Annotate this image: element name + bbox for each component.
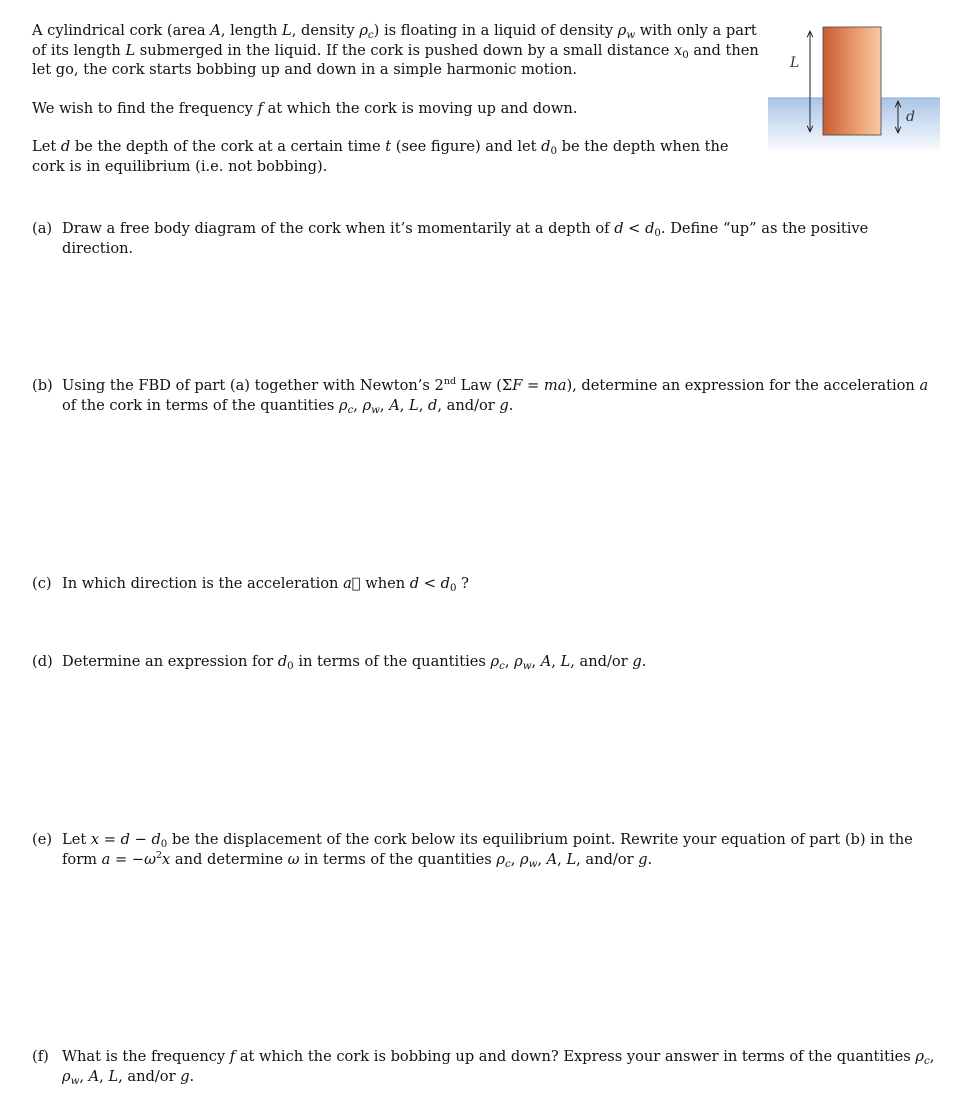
question-text: What is the frequency f at which the cork is bobbing up and down? Express your answer in terms of the quantities $\rho_c$, $\rho_w$, A, L, and/or g.	[62, 1048, 935, 1087]
cork	[823, 27, 881, 135]
goal-statement: We wish to find the frequency f at which the cork is moving up and down.	[32, 99, 578, 117]
question-label: (d)	[32, 653, 53, 670]
question-text: Using the FBD of part (a) together with Newton’s 2nd Law (ΣF = ma), determine an expression for the acceleration a of the cork in terms of the quantities $\rho_c$, $\rho_w$, A, L, d, and/or g.	[62, 376, 929, 416]
question-b	[32, 376, 944, 415]
question-label: (e)	[32, 831, 53, 848]
problem-statement: A cylindrical cork (area A, length L, density $\rho_c$) is floating in a liquid of density $\rho_w$ with only a part of its length L submerged in the liquid. If the cork is pushed down by a small distance $x_0$ and then let go, the cork starts bobbing up and down in a simple harmonic motion.	[32, 22, 759, 78]
question-text: Draw a free body diagram of the cork when it’s momentarily at a depth of $d < d_0$. Define “up” as the positive direction.	[62, 220, 869, 257]
definitions-statement: Let d be the depth of the cork at a certain time t (see figure) and let $d_0$ be the depth when the cork is in equilibrium (i.e. not bobbing).	[32, 138, 729, 175]
intro-text	[32, 21, 760, 176]
question-text: In which direction is the acceleration a⃗ when $d < d_0$ ?	[62, 575, 469, 594]
question-f	[32, 1047, 944, 1086]
question-label: (a)	[32, 220, 53, 237]
question-text: Let $x = d - d_0$ be the displacement of the cork below its equilibrium point. Rewrite your equation of part (b) in the form $a = -\omega^2x$ and determine ω in terms of the quantities $\rho_c$, $\rho_w$, A, L, and/or g.	[62, 831, 913, 870]
cork-figure	[766, 20, 942, 160]
question-c	[32, 574, 944, 594]
question-label: (b)	[32, 377, 53, 394]
question-text: Determine an expression for $d_0$ in terms of the quantities $\rho_c$, $\rho_w$, A, L, and/or g.	[62, 653, 647, 672]
question-d	[32, 652, 944, 672]
question-label: (c)	[32, 575, 52, 592]
question-label: (f)	[32, 1048, 49, 1065]
length-label: L	[790, 55, 800, 71]
question-e	[32, 830, 944, 869]
depth-label: d	[906, 109, 915, 125]
question-a	[32, 219, 944, 258]
